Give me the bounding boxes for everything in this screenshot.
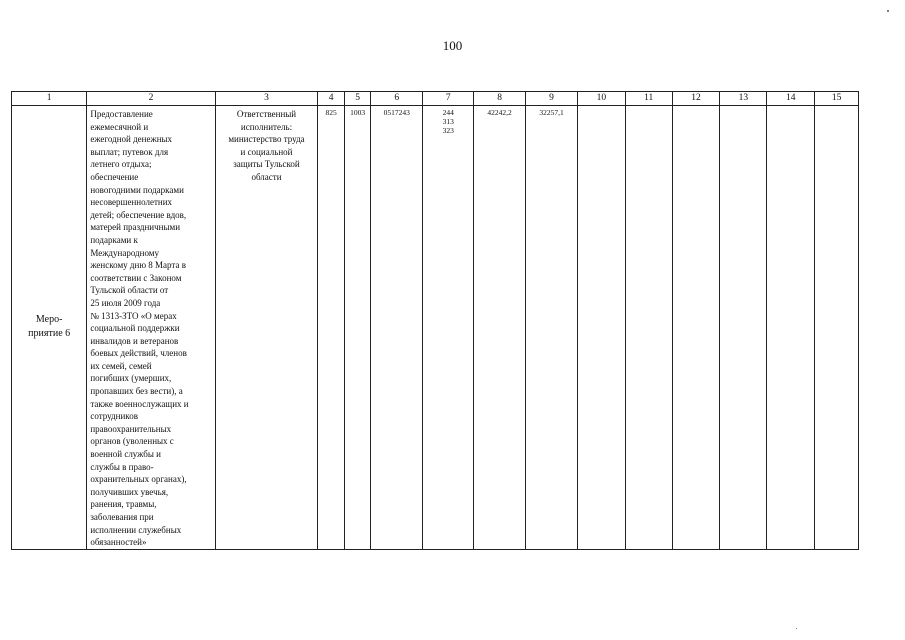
header-cell: 13 — [720, 92, 767, 106]
header-cell: 4 — [318, 92, 344, 106]
header-cell: 2 — [87, 92, 215, 106]
scan-speck — [887, 10, 889, 12]
col15-cell — [815, 106, 859, 550]
col11-cell — [625, 106, 672, 550]
header-cell: 11 — [625, 92, 672, 106]
header-cell: 7 — [423, 92, 474, 106]
header-cell: 10 — [577, 92, 625, 106]
header-cell: 3 — [215, 92, 318, 106]
scan-speck — [796, 628, 797, 629]
measure-cell — [12, 106, 87, 550]
header-cell: 5 — [344, 92, 370, 106]
col13-cell — [720, 106, 767, 550]
table-row — [12, 106, 859, 550]
col14-cell — [767, 106, 815, 550]
header-cell: 6 — [371, 92, 423, 106]
header-cell: 8 — [474, 92, 526, 106]
page-number: 100 — [442, 38, 463, 53]
col6-cell: 0517243 — [371, 106, 423, 550]
header-cell: 15 — [815, 92, 859, 106]
col9-cell: 32257,1 — [526, 106, 578, 550]
header-cell: 1 — [12, 92, 87, 106]
col7-cell: 244 313 323 — [423, 106, 474, 550]
col8-cell: 42242,2 — [474, 106, 526, 550]
responsible-cell: Ответственный исполнитель: министерство труда и социальной защиты Тульской области — [215, 106, 318, 550]
program-table — [11, 91, 859, 550]
measure-label: Меро- приятие 6 — [28, 314, 71, 340]
header-cell: 12 — [672, 92, 720, 106]
header-cell: 14 — [767, 92, 815, 106]
header-cell: 9 — [526, 92, 578, 106]
col4-cell: 825 — [318, 106, 344, 550]
col5-cell: 1003 — [344, 106, 370, 550]
header-row — [12, 92, 859, 106]
col10-cell — [577, 106, 625, 550]
description-cell: Предоставление ежемесячной и ежегодной денежных выплат; путевок для летнего отдыха; обеспечение новогодними подарками несовершеннолетних детей; обеспечение вдов, матерей праздничными подарками к Международному женскому дню 8 Марта в соответствии с Законом Тульской области от 25 июля 2009 года № 1313-ЗТО «О мерах социальной поддержки инвалидов и ветеранов боевых действий, членов их семей, семей погибших (умерших, пропавших без вести), а также военнослужащих и сотрудников правоохранительных органов (уволенных с военной службы и службы в право- охранительных органах), получивших увечья, ранения, травмы, заболевания при исполнении служебных обязанностей» — [87, 106, 215, 550]
col12-cell — [672, 106, 720, 550]
